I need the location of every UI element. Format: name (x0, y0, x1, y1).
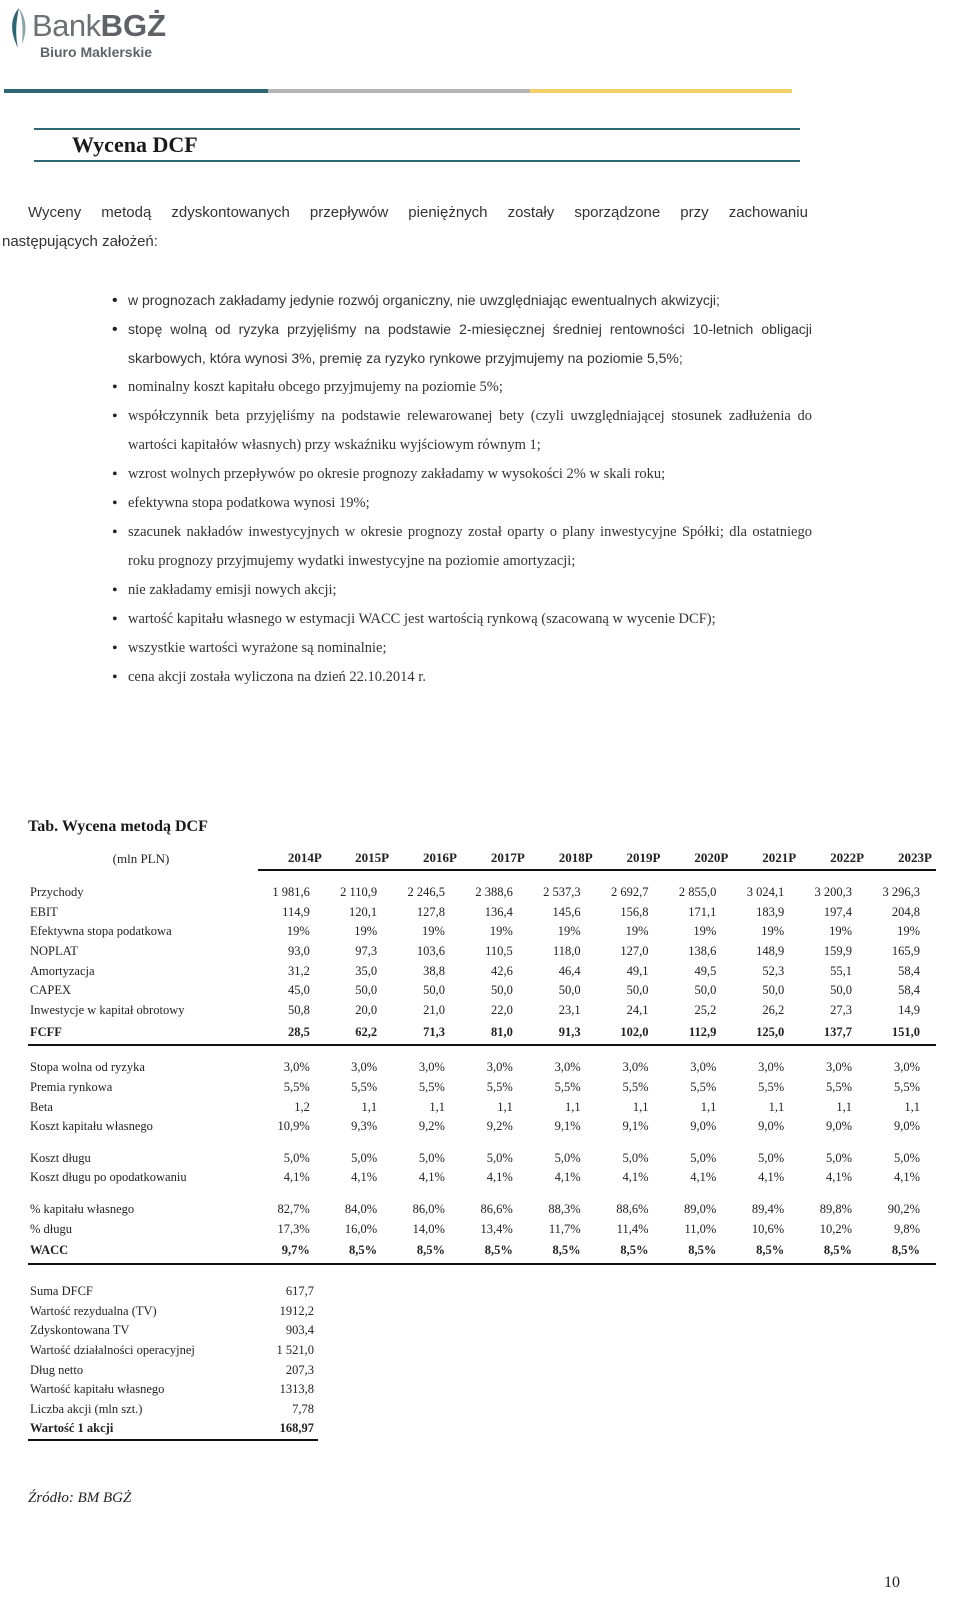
intro-word: zostały (507, 204, 555, 221)
table-cell: 1,1 (632, 1099, 649, 1114)
table-cell: 5,5% (893, 1080, 920, 1095)
table-cell: 5,0% (690, 1150, 717, 1165)
table-row (28, 1097, 936, 1117)
summary-label: Wartość kapitału własnego (30, 1382, 165, 1397)
year-header: 2023P (868, 847, 936, 870)
table-cell: 125,0 (732, 1020, 800, 1045)
table-cell: 19% (829, 924, 853, 939)
table-cell: 5,0% (351, 1150, 378, 1165)
table-cell: 20,0 (355, 1002, 378, 1017)
row-label: WACC (28, 1239, 258, 1264)
table-cell: 14,0% (412, 1221, 445, 1236)
table-cell: 93,0 (287, 944, 310, 959)
table-cell: 21,0 (423, 1002, 445, 1017)
row-label: Premia rynkowa (30, 1080, 113, 1095)
assumption-item: • nie zakładamy emisji nowych akcji; (112, 576, 812, 605)
assumption-item: • cena akcji została wyliczona na dzień 22.10.2014 r. (112, 663, 812, 692)
summary-label: Zdyskontowana TV (30, 1323, 130, 1338)
source-note: Źródło: BM BGŻ (28, 1490, 132, 1506)
table-cell: 5,0% (893, 1150, 920, 1165)
header-bar-teal (4, 89, 268, 93)
table-cell: 50,0 (626, 983, 649, 998)
table-cell: 50,0 (694, 983, 717, 998)
row-label: Efektywna stopa podatkowa (30, 924, 172, 939)
table-cell: 19% (693, 924, 717, 939)
table-cell: 112,9 (665, 1020, 733, 1045)
assumption-item: • szacunek nakładów inwestycyjnych w okresie prognozy został oparty o plany inwestycyjne Spółki; dla ostatniego roku prognozy przyjmujemy wydatki inwestycyjne na poziomie amortyzacji; (112, 518, 812, 576)
intro-word: pieniężnych (408, 204, 488, 221)
table-cell: 19% (557, 924, 581, 939)
table-caption-text: Wycena metodą DCF (58, 818, 208, 835)
table-cell: 19% (422, 924, 445, 939)
table-cell: 13,4% (480, 1221, 513, 1236)
table-cell: 89,8% (819, 1202, 853, 1217)
summary-value: 617,7 (285, 1284, 314, 1299)
table-cell: 35,0 (355, 963, 378, 978)
row-label: Amortyzacja (30, 963, 95, 978)
page-number: 10 (884, 1574, 900, 1591)
table-cell: 4,1% (690, 1170, 717, 1185)
header-bar-gray (268, 89, 530, 93)
table-cell: 88,3% (548, 1202, 581, 1217)
table-cell: 38,8 (423, 963, 445, 978)
table-cell: 8,5% (393, 1239, 461, 1264)
table-cell: 9,0% (893, 1119, 920, 1134)
table-cell: 3,0% (486, 1060, 513, 1075)
logo-bank-text: Bank (32, 8, 101, 43)
table-cell: 25,2 (694, 1002, 717, 1017)
table-cell: 91,3 (529, 1020, 597, 1045)
row-label: FCFF (28, 1020, 258, 1045)
dcf-table-header (28, 847, 936, 870)
assumption-item: • efektywna stopa podatkowa wynosi 19%; (112, 489, 812, 518)
table-cell: 1 981,6 (272, 885, 310, 900)
table-cell: 46,4 (558, 963, 581, 978)
summary-label: Dług netto (30, 1362, 84, 1377)
table-cell: 8,5% (597, 1239, 665, 1264)
table-cell: 89,4% (751, 1202, 785, 1217)
summary-label: Wartość 1 akcji (28, 1419, 260, 1440)
row-label: Przychody (30, 885, 84, 900)
table-row (28, 903, 936, 923)
table-cell: 50,0 (355, 983, 378, 998)
table-cell: 50,0 (830, 983, 853, 998)
table-spacer (28, 870, 936, 883)
table-cell: 8,5% (868, 1239, 936, 1264)
table-spacer (28, 1045, 936, 1058)
table-cell: 8,5% (665, 1239, 733, 1264)
table-cell: 120,1 (349, 904, 378, 919)
table-row (28, 1168, 936, 1188)
table-cell: 9,0% (825, 1119, 853, 1134)
table-cell: 5,0% (283, 1150, 310, 1165)
table-cell: 81,0 (461, 1020, 529, 1045)
table-cell: 50,0 (490, 983, 513, 998)
table-cell: 86,6% (480, 1202, 513, 1217)
assumption-item: • wartość kapitału własnego w estymacji WACC jest wartością rynkową (szacowaną w wycenie DCF); (112, 605, 812, 634)
table-cell: 5,5% (554, 1080, 581, 1095)
table-cell: 127,0 (620, 944, 649, 959)
table-cell: 151,0 (868, 1020, 936, 1045)
table-cell: 204,8 (891, 904, 920, 919)
table-cell: 82,7% (277, 1202, 310, 1217)
table-cell: 3 200,3 (814, 885, 853, 900)
summary-row (28, 1400, 318, 1420)
table-cell: 24,1 (626, 1002, 649, 1017)
table-cell: 5,5% (825, 1080, 853, 1095)
table-cell: 3,0% (893, 1060, 920, 1075)
year-header: 2015P (326, 847, 393, 870)
table-cell: 3,0% (418, 1060, 445, 1075)
table-row (28, 1078, 936, 1098)
table-cell: 58,4 (898, 983, 920, 998)
table-cell: 5,5% (690, 1080, 717, 1095)
intro-paragraph-line2: następujących założeń: (2, 233, 158, 250)
unit-label: (mln PLN) (112, 850, 170, 866)
assumption-item: • wzrost wolnych przepływów po okresie prognozy zakładamy w wysokości 2% w skali roku; (112, 460, 812, 489)
assumption-item: • w prognozach zakładamy jedynie rozwój organiczny, nie uwzględniając ewentualnych akwizycji; (112, 286, 812, 315)
table-cell: 5,0% (825, 1150, 853, 1165)
table-row (28, 1239, 936, 1264)
row-label: Koszt długu (30, 1150, 91, 1165)
table-cell: 3,0% (690, 1060, 717, 1075)
table-cell: 3 024,1 (746, 885, 785, 900)
year-header: 2019P (597, 847, 665, 870)
title-rule-bottom (34, 160, 800, 162)
summary-label: Wartość działalności operacyjnej (30, 1343, 195, 1358)
table-cell: 2 692,7 (611, 885, 649, 900)
table-cell: 5,0% (486, 1150, 513, 1165)
table-cell: 50,8 (287, 1002, 310, 1017)
summary-value: 1 521,0 (276, 1343, 314, 1358)
table-row (28, 1020, 936, 1045)
table-cell: 3,0% (283, 1060, 310, 1075)
table-cell: 11,0% (684, 1221, 717, 1236)
row-label: Koszt długu po opodatkowaniu (30, 1170, 187, 1185)
table-cell: 31,2 (287, 963, 310, 978)
table-cell: 127,8 (416, 904, 445, 919)
table-cell: 165,9 (891, 944, 920, 959)
table-cell: 4,1% (622, 1170, 649, 1185)
table-row (28, 883, 936, 903)
intro-word: Wyceny (28, 204, 82, 221)
table-cell: 145,6 (552, 904, 581, 919)
summary-label: Liczba akcji (mln szt.) (30, 1401, 143, 1416)
table-cell: 3,0% (554, 1060, 581, 1075)
table-cell: 10,2% (819, 1221, 853, 1236)
table-spacer (28, 1188, 936, 1200)
row-label: % kapitału własnego (30, 1202, 135, 1217)
logo-subtitle: Biuro Maklerskie (40, 44, 153, 60)
table-cell: 97,3 (355, 944, 378, 959)
table-cell: 138,6 (688, 944, 717, 959)
section-title: Wycena DCF (72, 132, 198, 157)
table-cell: 2 855,0 (678, 885, 717, 900)
summary-row (28, 1341, 318, 1361)
table-cell: 49,1 (626, 963, 649, 978)
table-row (28, 922, 936, 942)
table-cell: 1,1 (497, 1099, 513, 1114)
table-cell: 4,1% (758, 1170, 785, 1185)
table-cell: 1,1 (836, 1099, 853, 1114)
intro-word: przepływów (309, 204, 389, 221)
summary-row (28, 1282, 318, 1302)
table-cell: 10,9% (277, 1119, 310, 1134)
table-row (28, 942, 936, 962)
assumption-item: • nominalny koszt kapitału obcego przyjmujemy na poziomie 5%; (112, 373, 812, 402)
bank-bgz-logo (6, 4, 166, 62)
table-cell: 27,3 (830, 1002, 853, 1017)
table-cell: 58,4 (898, 963, 920, 978)
table-cell: 1,2 (294, 1099, 310, 1114)
table-cell: 1,1 (429, 1099, 445, 1114)
table-cell: 19% (489, 924, 513, 939)
table-cell: 8,5% (326, 1239, 393, 1264)
table-row (28, 1149, 936, 1169)
table-cell: 159,9 (823, 944, 853, 959)
table-cell: 4,1% (351, 1170, 378, 1185)
year-header: 2017P (461, 847, 529, 870)
row-label: EBIT (30, 904, 58, 919)
table-cell: 9,8% (893, 1221, 920, 1236)
table-cell: 19% (625, 924, 649, 939)
table-cell: 2 537,3 (543, 885, 581, 900)
table-cell: 52,3 (762, 963, 785, 978)
row-label: % długu (30, 1221, 73, 1236)
intro-word: przy (680, 204, 709, 221)
table-cell: 11,4% (616, 1221, 649, 1236)
table-cell: 8,5% (461, 1239, 529, 1264)
year-header: 2014P (258, 847, 326, 870)
table-row (28, 961, 936, 981)
table-cell: 16,0% (344, 1221, 378, 1236)
table-row (28, 1219, 936, 1239)
table-cell: 4,1% (554, 1170, 581, 1185)
table-cell: 2 246,5 (407, 885, 445, 900)
assumption-item: • współczynnik beta przyjęliśmy na podstawie relewarowanej bety (czyli uwzględniającej stosunek zadłużenia do wartości kapitałów własnych) przy wskaźniku wyjściowym równym 1; (112, 402, 812, 460)
table-cell: 14,9 (898, 1002, 920, 1017)
table-cell: 4,1% (825, 1170, 853, 1185)
summary-value: 168,97 (260, 1419, 318, 1440)
table-cell: 71,3 (393, 1020, 461, 1045)
table-cell: 9,0% (690, 1119, 717, 1134)
intro-word: zdyskontowanych (171, 204, 290, 221)
table-cell: 19% (897, 924, 920, 939)
table-cell: 5,0% (622, 1150, 649, 1165)
table-cell: 118,0 (552, 944, 581, 959)
row-label: CAPEX (30, 983, 71, 998)
table-cell: 9,1% (622, 1119, 649, 1134)
table-cell: 50,0 (558, 983, 581, 998)
table-cell: 8,5% (800, 1239, 868, 1264)
table-cell: 9,0% (758, 1119, 785, 1134)
table-caption-prefix: Tab. (28, 818, 59, 835)
table-cell: 183,9 (756, 904, 785, 919)
table-cell: 9,3% (351, 1119, 378, 1134)
table-cell: 50,0 (762, 983, 785, 998)
summary-value: 7,78 (292, 1401, 314, 1416)
summary-row (28, 1419, 318, 1440)
year-header: 2020P (665, 847, 733, 870)
table-cell: 5,0% (418, 1150, 445, 1165)
row-label: NOPLAT (30, 944, 78, 959)
table-cell: 49,5 (694, 963, 717, 978)
table-row (28, 1200, 936, 1220)
year-header: 2021P (732, 847, 800, 870)
summary-label: Wartość rezydualna (TV) (30, 1303, 157, 1318)
table-cell: 1,1 (768, 1099, 785, 1114)
summary-value: 207,3 (285, 1362, 314, 1377)
intro-word: sporządzone (574, 204, 661, 221)
summary-row (28, 1302, 318, 1322)
intro-paragraph-line1 (28, 204, 808, 221)
table-cell: 5,5% (418, 1080, 445, 1095)
table-row (28, 981, 936, 1001)
table-cell: 9,1% (554, 1119, 581, 1134)
table-cell: 5,5% (622, 1080, 649, 1095)
table-cell: 3,0% (825, 1060, 853, 1075)
table-cell: 17,3% (277, 1221, 310, 1236)
year-header: 2018P (529, 847, 597, 870)
table-cell: 42,6 (490, 963, 513, 978)
table-cell: 171,1 (688, 904, 717, 919)
row-label: Inwestycje w kapitał obrotowy (30, 1002, 185, 1017)
table-cell: 3,0% (758, 1060, 785, 1075)
table-cell: 1,1 (361, 1099, 378, 1114)
summary-row (28, 1380, 318, 1400)
table-cell: 8,5% (529, 1239, 597, 1264)
table-cell: 9,2% (486, 1119, 513, 1134)
summary-row (28, 1321, 318, 1341)
table-cell: 136,4 (484, 904, 513, 919)
row-label: Beta (30, 1099, 53, 1114)
assumptions-list (112, 286, 812, 692)
table-cell: 45,0 (287, 983, 310, 998)
table-cell: 88,6% (616, 1202, 649, 1217)
table-cell: 26,2 (762, 1002, 785, 1017)
assumption-item: • stopę wolną od ryzyka przyjęliśmy na podstawie 2-miesięcznej średniej rentowności 10-letnich obligacji skarbowych, która wynosi 3%, premię za ryzyko rynkowe przyjmujemy na poziomie 5,5%; (112, 315, 812, 373)
table-cell: 5,5% (758, 1080, 785, 1095)
table-cell: 22,0 (490, 1002, 513, 1017)
table-spacer (28, 1137, 936, 1149)
table-cell: 84,0% (344, 1202, 378, 1217)
table-cell: 10,6% (751, 1221, 785, 1236)
table-cell: 23,1 (558, 1002, 581, 1017)
year-header: 2022P (800, 847, 868, 870)
table-cell: 3 296,3 (882, 885, 920, 900)
table-cell: 11,7% (548, 1221, 581, 1236)
table-cell: 3,0% (622, 1060, 649, 1075)
table-cell: 86,0% (412, 1202, 445, 1217)
table-cell: 50,0 (423, 983, 445, 998)
table-cell: 28,5 (258, 1020, 326, 1045)
dcf-table (28, 847, 936, 1265)
table-cell: 62,2 (326, 1020, 393, 1045)
table-cell: 4,1% (283, 1170, 310, 1185)
assumption-item: • wszystkie wartości wyrażone są nominalnie; (112, 634, 812, 663)
table-cell: 2 388,6 (475, 885, 513, 900)
table-cell: 5,5% (283, 1080, 310, 1095)
table-cell: 9,2% (418, 1119, 445, 1134)
table-cell: 197,4 (823, 904, 853, 919)
table-cell: 1,1 (700, 1099, 717, 1114)
valuation-summary-table (28, 1282, 318, 1441)
summary-label: Suma DFCF (30, 1284, 93, 1299)
table-cell: 8,5% (732, 1239, 800, 1264)
table-cell: 90,2% (887, 1202, 920, 1217)
table-cell: 4,1% (893, 1170, 920, 1185)
table-cell: 4,1% (486, 1170, 513, 1185)
intro-word: metodą (101, 204, 152, 221)
table-cell: 1,1 (565, 1099, 581, 1114)
logo-bgz-text: BGŻ (100, 8, 167, 43)
table-cell: 4,1% (418, 1170, 445, 1185)
summary-value: 903,4 (285, 1323, 314, 1338)
table-cell: 9,7% (258, 1239, 326, 1264)
row-label: Koszt kapitału własnego (30, 1119, 153, 1134)
year-header: 2016P (393, 847, 461, 870)
bgz-leaf-icon (6, 6, 32, 50)
title-rule-top (34, 128, 800, 130)
table-cell: 5,0% (758, 1150, 785, 1165)
table-cell: 3,0% (351, 1060, 378, 1075)
table-cell: 114,9 (282, 904, 310, 919)
table-cell: 5,0% (554, 1150, 581, 1165)
header-bar-yellow (530, 89, 792, 93)
table-cell: 148,9 (756, 944, 785, 959)
intro-word: zachowaniu (728, 204, 808, 221)
table-cell: 102,0 (597, 1020, 665, 1045)
table-row (28, 1117, 936, 1137)
summary-value: 1912,2 (279, 1303, 314, 1318)
table-cell: 19% (286, 924, 310, 939)
table-cell: 5,5% (486, 1080, 513, 1095)
table-cell: 103,6 (416, 944, 445, 959)
table-row (28, 1001, 936, 1021)
table-caption (28, 818, 208, 836)
table-row (28, 1058, 936, 1078)
table-cell: 55,1 (830, 963, 853, 978)
table-cell: 2 110,9 (340, 885, 378, 900)
table-cell: 5,5% (351, 1080, 378, 1095)
table-cell: 137,7 (800, 1020, 868, 1045)
table-cell: 110,5 (485, 944, 513, 959)
summary-row (28, 1360, 318, 1380)
table-cell: 89,0% (684, 1202, 717, 1217)
table-cell: 19% (354, 924, 378, 939)
table-cell: 156,8 (620, 904, 649, 919)
row-label: Stopa wolna od ryzyka (30, 1060, 145, 1075)
table-cell: 19% (761, 924, 785, 939)
table-cell: 1,1 (904, 1099, 920, 1114)
summary-value: 1313,8 (279, 1382, 314, 1397)
